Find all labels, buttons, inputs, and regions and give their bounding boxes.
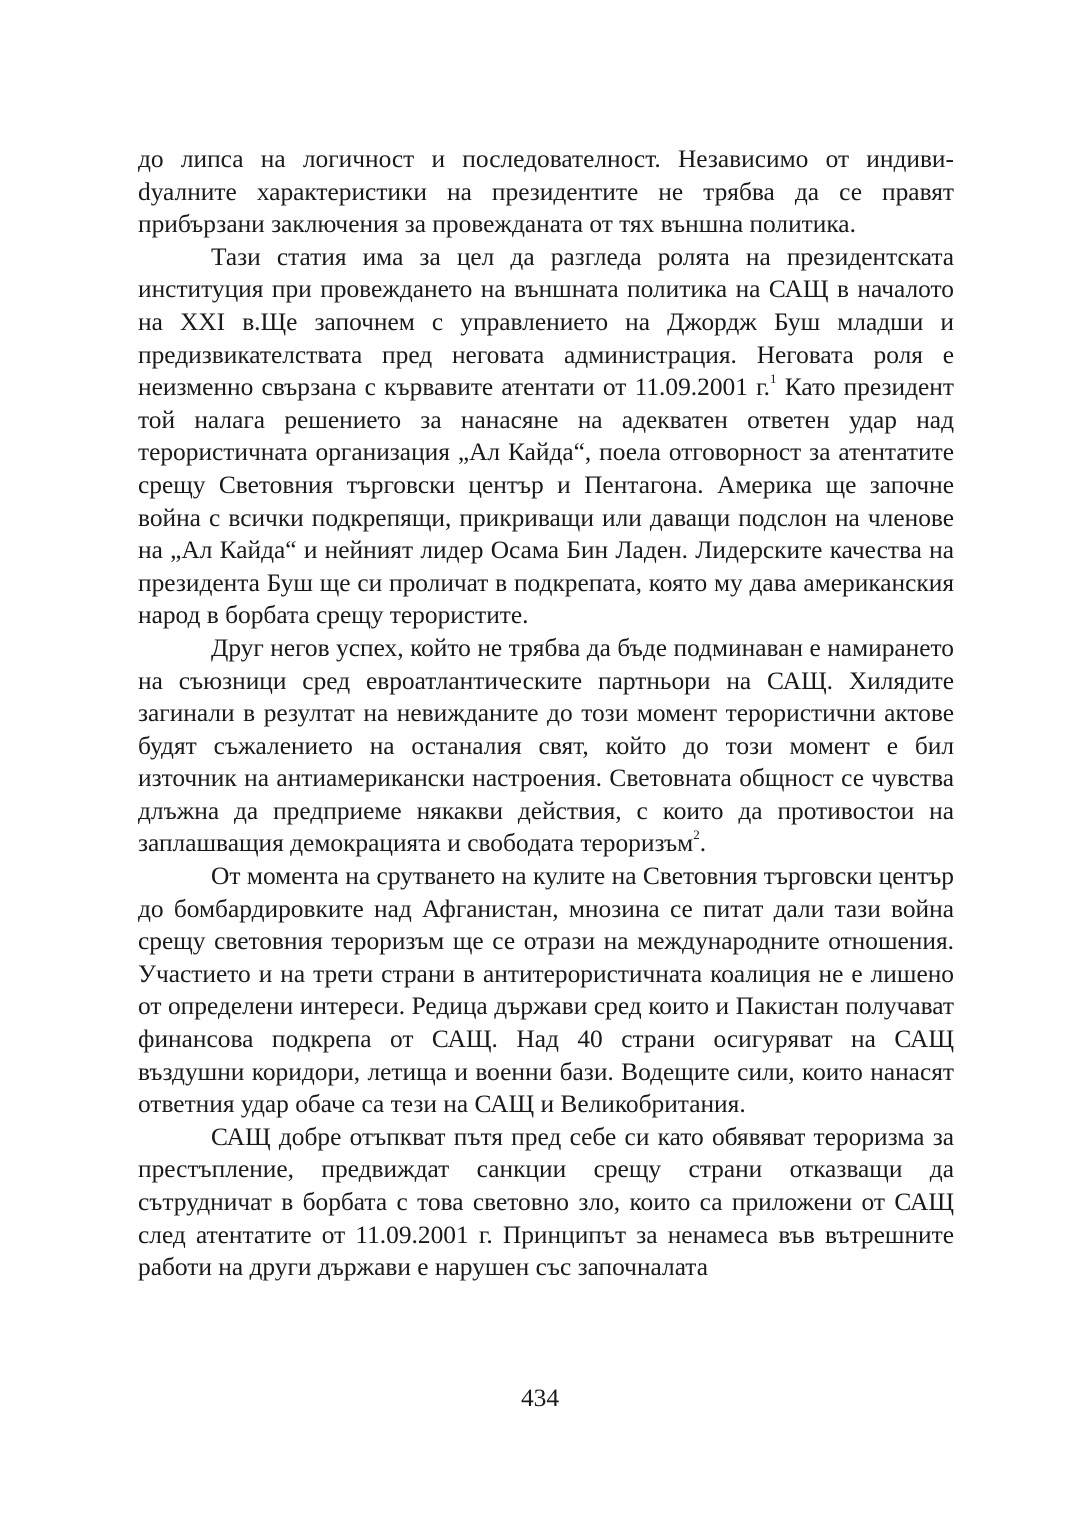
paragraph-1-text: до липса на логичност и последователност. Независимо от индивиdуалните характеристики на президентите не трябва да се правят прибързани заключения за провежданата от тях външна политика. xyxy=(138,145,954,239)
paragraph-3-text-cont: . xyxy=(699,829,707,858)
paragraph-3 xyxy=(138,632,954,860)
paragraph-5-text: САЩ добре отъпкват пътя пред себе си като обявяват тероризма за престъпление, предвиждат санкции срещу страни отказващи да сътрудничат в борбата с това световно зло, които са приложени от САЩ след атентатите от 11.09.2001 г. Принципът за ненамеса във вътрешните работи на други държави е нарушен със започналата xyxy=(138,1122,954,1282)
body-text xyxy=(138,143,954,1284)
paragraph-4 xyxy=(138,860,954,1121)
paragraph-2-text: Тази статия има за цел да разгледа ролята на президентската институция при провеждането на външната политика на САЩ в началото на XXI в.Ще започнем с управлението на Джордж Буш младши и предизвикателствата пред неговата администрация. Неговата роля е неизменно свързана с кървавите атентати от 11.09.2001 г. xyxy=(138,242,954,402)
paragraph-4-text: От момента на срутването на кулите на Световния търговски център до бомбардировките над Афганистан, мнозина се питат дали тази война срещу световния тероризъм ще се отрази на международните отношения. Участието и на трети страни в антитерористичната коалиция не е лишено от определени интереси. Редица държави сред които и Пакистан получават финансова подкрепа от САЩ. Над 40 страни осигуряват на САЩ въздушни коридори, летища и военни бази. Водещите сили, които нанасят ответния удар обаче са тези на САЩ и Великобритания. xyxy=(138,862,954,1119)
footnote-ref-1[interactable]: 1 xyxy=(770,370,777,386)
paragraph-2-text-cont: Като президент той налага решението за нанасяне на адекватен ответен удар над терористичната организация „Ал Кайда“, поела отговорност за атентатите срещу Световния търговски център и Пентагона. Америка ще започне война с всички подкрепящи, прикриващи или даващи подслон на членове на „Ал Кайда“ и нейният лидер Осама Бин Ладен. Лидерските качества на президента Буш ще си проличат в подкрепата, която му дава американския народ в борбата срещу терористите. xyxy=(138,373,954,630)
paragraph-5 xyxy=(138,1121,954,1284)
page-number: 434 xyxy=(520,1384,560,1412)
paragraph-3-text: Друг негов успех, който не трябва да бъде подминаван е намирането на съюзници сред евроатлантическите партньори на САЩ. Хилядите загинали в резултат на невижданите до този момент терористични актове будят съжалението на останалия свят, който до този момент е бил източник на антиамерикански настроения. Световната общност се чувства длъжна да предприеме някакви действия, с които да противостои на заплашващия демокрацията и свободата тероризъм xyxy=(138,633,954,858)
footnote-ref-2[interactable]: 2 xyxy=(693,827,700,842)
paragraph-1 xyxy=(138,143,954,241)
paragraph-2 xyxy=(138,241,954,632)
